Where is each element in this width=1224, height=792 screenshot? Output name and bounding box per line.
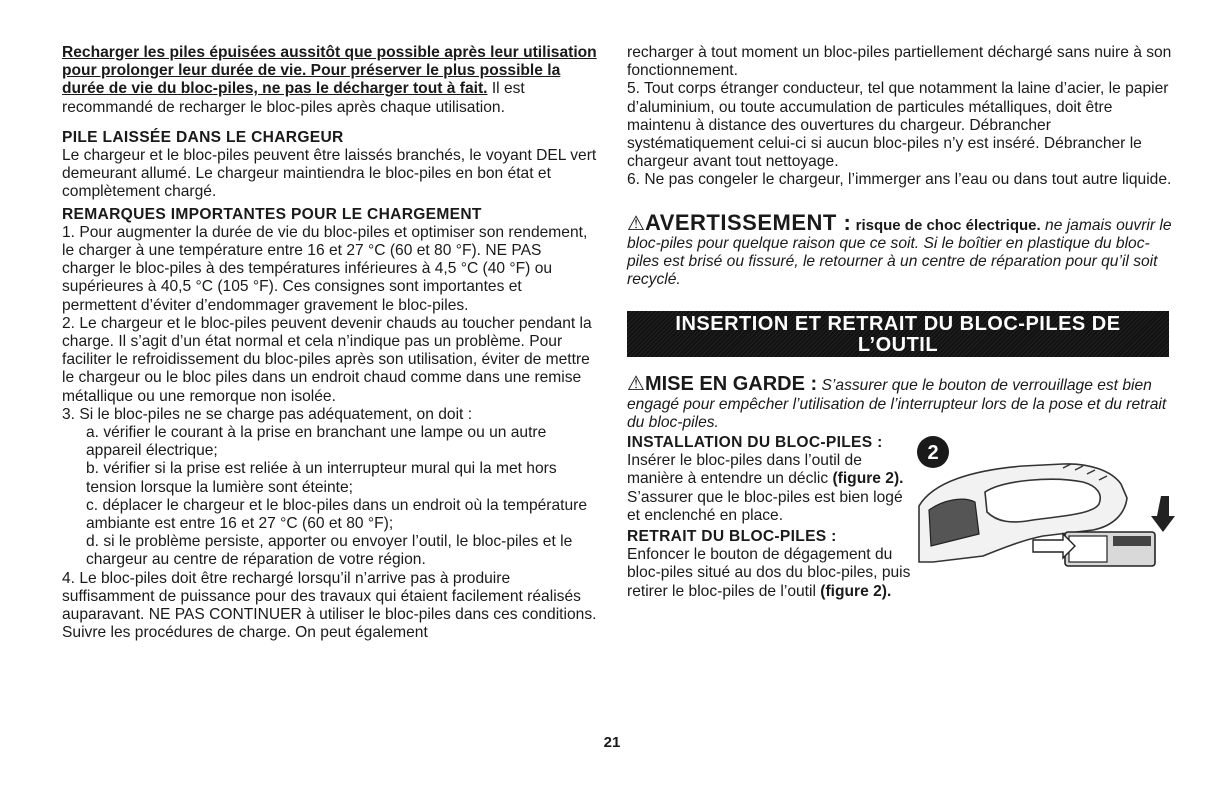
install-figure-ref: (figure 2). bbox=[832, 470, 904, 488]
pile-heading: PILE LAISSÉE DANS LE CHARGEUR bbox=[62, 128, 344, 146]
remark-item-3b: b. vérifier si la prise est reliée à un interrupteur mural qui la met hors tension lorsque la lumière sont éteinte; bbox=[86, 460, 557, 496]
install-heading: INSTALLATION DU BLOC-PILES : bbox=[627, 434, 883, 452]
caution-title: MISE EN GARDE : bbox=[644, 373, 818, 396]
remark-item-3c: c. déplacer le chargeur et le bloc-piles dans un endroit où la température ambiante est entre 16 et 27 °C (60 et 80 °F); bbox=[86, 496, 588, 533]
install-section bbox=[627, 434, 1175, 601]
figure-2-illustration bbox=[913, 436, 1179, 574]
remark-item-5: 5. Tout corps étranger conducteur, tel que notamment la laine d’acier, le papier d’aluminium, ou toute accumulation de particules métalliques, doit être maintenu à distance des ouvertures du chargeur. Débrancher systématiquement celui-ci si aucun bloc-piles n’y est inséré. Débrancher le chargeur avant tout nettoyage. bbox=[627, 80, 1169, 171]
remove-paragraph bbox=[627, 546, 913, 601]
remark-item-3a: a. vérifier le courant à la prise en branchant une lampe ou un autre appareil électrique; bbox=[86, 424, 547, 460]
banner-line-2: L’OUTIL bbox=[857, 334, 939, 357]
install-text: Insérer le bloc-piles dans l’outil de manière à entendre un déclic bbox=[627, 452, 862, 488]
arrow-down-icon bbox=[1151, 496, 1175, 532]
warning-icon: ⚠ bbox=[627, 212, 645, 235]
caution-text: S’assurer que le bouton de verrouillage est bien engagé pour empêcher l’utilisation de l’interrupteur lors de la pose et du retrait du bloc-piles. bbox=[627, 377, 1167, 431]
continuation-text: recharger à tout moment un bloc-piles partiellement déchargé sans nuire à son fonctionnement. bbox=[627, 44, 1172, 80]
warning-block bbox=[627, 209, 1175, 290]
remark-item-2: 2. Le chargeur et le bloc-piles peuvent devenir chauds au toucher pendant la charge. Il s’agit d’un état normal et cela n’indique pas un problème. Pour faciliter le refroidissement du bloc-piles après son utilisation, éviter de mettre le chargeur ou le bloc piles dans un endroit chaud comme dans une remise métallique ou une remorque non isolée. bbox=[62, 314, 592, 405]
install-text-2: S’assurer que le bloc-piles est bien logé et enclenché en place. bbox=[627, 488, 903, 524]
battery-label bbox=[1113, 536, 1151, 546]
section-banner bbox=[627, 311, 1169, 357]
right-column bbox=[627, 44, 1175, 601]
pile-text: Le chargeur et le bloc-piles peuvent être laissés branchés, le voyant DEL vert demeurant allumé. Le chargeur maintiendra le bloc-piles en bon état et complètement chargé. bbox=[62, 147, 597, 201]
caution-block bbox=[627, 375, 1175, 432]
install-text-block bbox=[627, 434, 913, 601]
battery-release-button bbox=[1069, 536, 1107, 562]
remark-item-4: 4. Le bloc-piles doit être rechargé lorsqu’il n’arrive pas à produire suffisamment de puissance pour des travaux qui étaient facilement réalisés auparavant. NE PAS CONTINUER à utiliser le bloc-piles dans ces conditions. Suivre les procédures de charge. On peut également bbox=[62, 569, 597, 642]
caution-icon: ⚠ bbox=[627, 373, 645, 396]
remove-figure-ref: (figure 2). bbox=[820, 582, 892, 600]
left-column bbox=[62, 44, 598, 643]
remark-item-3: 3. Si le bloc-piles ne se charge pas adéquatement, on doit : bbox=[62, 405, 473, 423]
intro-paragraph bbox=[62, 44, 598, 117]
remove-heading: RETRAIT DU BLOC-PILES : bbox=[627, 528, 837, 546]
remark-item-3d: d. si le problème persiste, apporter ou envoyer l’outil, le bloc-piles et le chargeur au centre de réparation de votre région. bbox=[86, 533, 573, 569]
intro-underlined: Recharger les piles épuisées aussitôt que possible après leur utilisation pour prolonger leur durée de vie. Pour préserver le plus possible la durée de vie du bloc-piles, ne pas le décharger tout à fait. bbox=[62, 44, 597, 98]
intro-rest: Il est recommandé de recharger le bloc-piles après chaque utilisation. bbox=[62, 80, 525, 116]
warning-subtitle: risque de choc électrique. bbox=[855, 216, 1041, 234]
figure-number: 2 bbox=[927, 442, 939, 465]
remark-item-6: 6. Ne pas congeler le chargeur, l’immerger ans l’eau ou dans tout autre liquide. bbox=[627, 171, 1172, 189]
page-number: 21 bbox=[603, 734, 621, 751]
install-paragraph bbox=[627, 452, 913, 525]
remark-item-1: 1. Pour augmenter la durée de vie du bloc-piles et optimiser son rendement, le charger à une température entre 16 et 27 °C (60 et 80 °F). NE PAS charger le bloc-piles à des températures inférieures à 4,5 °C (40 °F) ou supérieures à 40,5 °C (105 °F). Ces consignes sont importantes et permettent d’éviter d’endommager gravement le bloc-piles. bbox=[62, 223, 588, 314]
warning-title: AVERTISSEMENT : bbox=[644, 209, 852, 235]
remove-text: Enfoncer le bouton de dégagement du bloc-piles situé au dos du bloc-piles, puis retirer le bloc-piles de l’outil bbox=[627, 546, 911, 600]
warning-text: ne jamais ouvrir le bloc-piles pour quelque raison que ce soit. Si le boîtier en plastique du bloc-piles est brisé ou fissuré, le retourner à un centre de réparation pour qu’il soit recyclé. bbox=[627, 216, 1172, 289]
remarks-heading: REMARQUES IMPORTANTES POUR LE CHARGEMENT bbox=[62, 205, 482, 223]
banner-line-1: INSERTION ET RETRAIT DU BLOC-PILES DE bbox=[675, 313, 1121, 336]
